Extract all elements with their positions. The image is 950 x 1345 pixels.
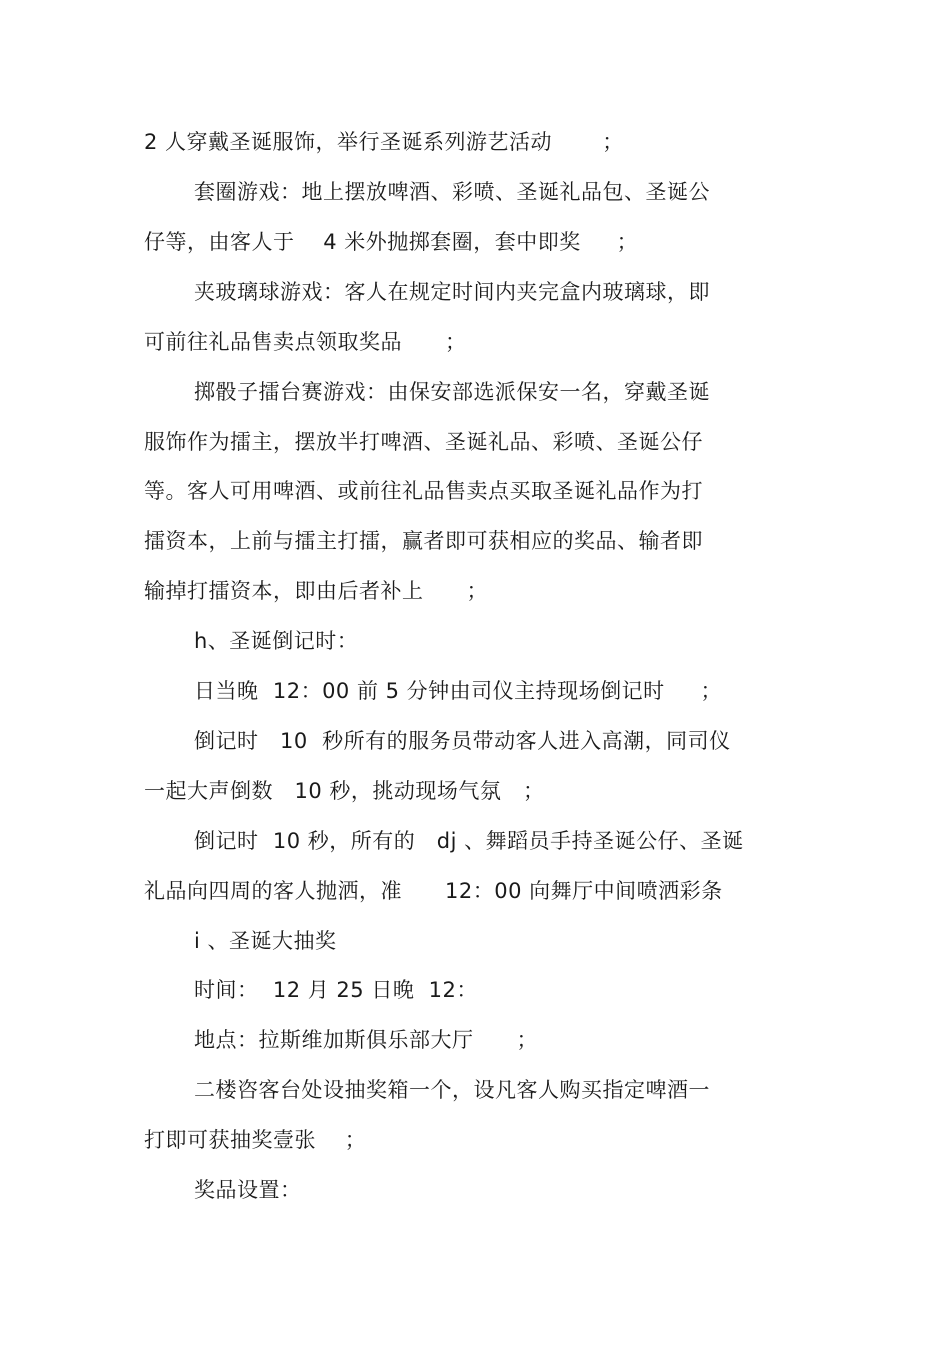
text-line: 时间： 12 月 25 日晚 12： <box>194 978 478 1002</box>
text-line: 一起大声倒数 10 秒，挑动现场气氛 ； <box>144 779 545 803</box>
text-line: 倒记时 10 秒所有的服务员带动客人进入高潮，同司仪 <box>194 729 731 753</box>
text-line: 礼品向四周的客人抛洒，准 12：00 向舞厅中间喷洒彩条 <box>144 879 723 903</box>
text-line: 等。客人可用啤酒、或前往礼品售卖点买取圣诞礼品作为打 <box>144 479 703 503</box>
text-line: 地点：拉斯维加斯俱乐部大厅 ； <box>194 1028 539 1052</box>
text-line: 掷骰子擂台赛游戏：由保安部选派保安一名，穿戴圣诞 <box>194 380 710 404</box>
text-line: 服饰作为擂主，摆放半打啤酒、圣诞礼品、彩喷、圣诞公仔 <box>144 430 703 454</box>
text-line: 擂资本，上前与擂主打擂，赢者即可获相应的奖品、输者即 <box>144 529 703 553</box>
text-line: 2 人穿戴圣诞服饰，举行圣诞系列游艺活动 ； <box>144 130 624 154</box>
text-line: 可前往礼品售卖点领取奖品 ； <box>144 330 467 354</box>
text-line: 奖品设置： <box>194 1178 302 1202</box>
text-line: 倒记时 10 秒，所有的 dj 、舞蹈员手持圣诞公仔、圣诞 <box>194 829 744 853</box>
text-line: 夹玻璃球游戏：客人在规定时间内夹完盒内玻璃球，即 <box>194 280 710 304</box>
text-line: 套圈游戏：地上摆放啤酒、彩喷、圣诞礼品包、圣诞公 <box>194 180 710 204</box>
text-line: 二楼咨客台处设抽奖箱一个，设凡客人购买指定啤酒一 <box>194 1078 710 1102</box>
text-line: 仔等，由客人于 4 米外抛掷套圈，套中即奖 ； <box>144 230 639 254</box>
section-heading: i 、圣诞大抽奖 <box>194 929 337 953</box>
text-line: 输掉打擂资本，即由后者补上 ； <box>144 579 489 603</box>
text-line: 日当晚 12：00 前 5 分钟由司仪主持现场倒记时 ； <box>194 679 723 703</box>
text-line: 打即可获抽奖壹张 ； <box>144 1128 367 1152</box>
section-heading: h、圣诞倒记时： <box>194 629 359 653</box>
